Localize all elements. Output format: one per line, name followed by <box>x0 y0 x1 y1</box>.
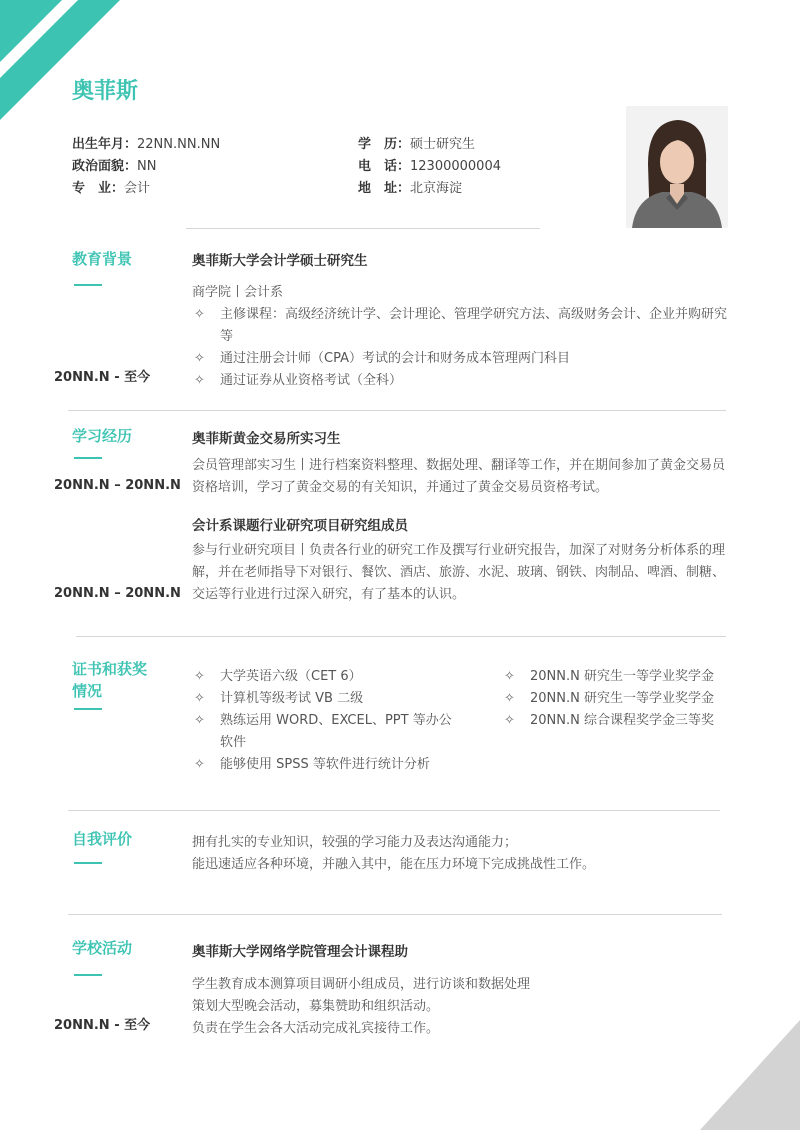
info-label: 地 址： <box>358 181 411 196</box>
education-bullet-list <box>192 304 737 392</box>
divider <box>68 914 722 915</box>
bullet-text: 通过证券从业资格考试（全科） <box>220 373 403 388</box>
education-entry-title: 奥菲斯大学会计学硕士研究生 <box>192 253 368 269</box>
bullet-text: 能够使用 SPSS 等软件进行统计分析 <box>220 757 430 772</box>
section-title-study: 学习经历 <box>72 427 133 445</box>
profile-photo <box>626 106 728 228</box>
activity-line-2: 策划大型晚会活动，募集赞助和组织活动。 <box>192 999 440 1014</box>
divider <box>68 410 726 411</box>
certs-title-line2: 情况 <box>72 682 103 700</box>
section-title-certs <box>72 658 147 702</box>
info-value: 硕士研究生 <box>410 137 476 152</box>
bullet-icon: ✧ <box>194 713 205 728</box>
list-item <box>192 304 737 348</box>
list-item <box>502 688 762 710</box>
activities-date: 20NN.N - 至今 <box>54 1018 151 1033</box>
divider <box>68 810 720 811</box>
resume-name: 奥菲斯 <box>72 79 139 104</box>
info-value: 北京海淀 <box>410 181 463 196</box>
activity-line-1: 学生教育成本测算项目调研小组成员，进行访谈和数据处理 <box>192 977 531 992</box>
section-underline <box>74 862 102 864</box>
info-row-phone <box>358 156 501 178</box>
list-item <box>192 370 737 392</box>
study-entry-title-2: 会计系课题行业研究项目研究组成员 <box>192 518 408 534</box>
bullet-text: 20NN.N 研究生一等学业奖学金 <box>530 691 714 706</box>
bullet-text: 20NN.N 研究生一等学业奖学金 <box>530 669 714 684</box>
info-row-address <box>358 178 501 200</box>
info-value: NN <box>137 159 157 174</box>
divider <box>76 636 726 637</box>
education-date: 20NN.N - 至今 <box>54 370 151 385</box>
info-value: 会计 <box>124 181 151 196</box>
section-underline <box>74 974 102 976</box>
bullet-icon: ✧ <box>194 373 205 388</box>
info-label: 学 历： <box>358 137 411 152</box>
certs-left-list <box>192 666 462 776</box>
divider <box>186 228 540 229</box>
list-item <box>502 666 762 688</box>
list-item <box>192 666 462 688</box>
certs-left-column <box>192 666 462 776</box>
self-line-1: 拥有扎实的专业知识，较强的学习能力及表达沟通能力； <box>192 835 518 850</box>
bullet-text: 通过注册会计师（CPA）考试的会计和财务成本管理两门科目 <box>220 351 570 366</box>
list-item <box>502 710 762 732</box>
study-date-2: 20NN.N – 20NN.N <box>54 586 181 601</box>
bullet-icon: ✧ <box>504 669 515 684</box>
self-evaluation-text <box>192 832 737 876</box>
bullet-text: 计算机等级考试 VB 二级 <box>220 691 364 706</box>
info-label: 出生年月： <box>72 137 138 152</box>
bullet-icon: ✧ <box>504 713 515 728</box>
info-label: 专 业： <box>72 181 125 196</box>
certs-title-line1: 证书和获奖 <box>72 660 148 678</box>
activities-text <box>192 974 737 1040</box>
section-title-education: 教育背景 <box>72 250 133 268</box>
personal-info-left <box>72 134 220 200</box>
bullet-icon: ✧ <box>194 691 205 706</box>
bullet-text: 熟练运用 WORD、EXCEL、PPT 等办公软件 <box>220 713 452 750</box>
education-dept: 商学院丨会计系 <box>192 285 284 300</box>
study-date-1: 20NN.N – 20NN.N <box>54 478 181 493</box>
info-row-major <box>72 178 220 200</box>
personal-info-right <box>358 134 501 200</box>
certs-right-column <box>502 666 762 732</box>
section-underline <box>74 284 102 286</box>
bullet-text: 大学英语六级（CET 6） <box>220 669 362 684</box>
bullet-icon: ✧ <box>194 757 205 772</box>
section-title-self: 自我评价 <box>72 830 133 848</box>
certs-right-list <box>502 666 762 732</box>
list-item <box>192 348 737 370</box>
self-line-2: 能迅速适应各种环境，并融入其中，能在压力环境下完成挑战性工作。 <box>192 857 596 872</box>
bullet-icon: ✧ <box>194 307 205 322</box>
study-entry-text-2: 参与行业研究项目丨负责各行业的研究工作及撰写行业研究报告，加深了对财务分析体系的理解，并在老师指导下对银行、餐饮、酒店、旅游、水泥、玻璃、钢铁、肉制品、啤酒、制糖、交运等行业进行过深入研究，有了基本的认识。 <box>192 543 726 602</box>
info-value: 12300000004 <box>410 159 501 174</box>
bullet-icon: ✧ <box>504 691 515 706</box>
info-row-degree <box>358 134 501 156</box>
bullet-text: 20NN.N 综合课程奖学金三等奖 <box>530 713 714 728</box>
bullet-icon: ✧ <box>194 669 205 684</box>
bullet-text: 主修课程：高级经济统计学、会计理论、管理学研究方法、高级财务会计、企业并购研究等 <box>220 307 728 344</box>
section-title-activities: 学校活动 <box>72 939 133 957</box>
info-row-politics <box>72 156 220 178</box>
info-row-birth <box>72 134 220 156</box>
bullet-icon: ✧ <box>194 351 205 366</box>
study-entry-text-1: 会员管理部实习生丨进行档案资料整理、数据处理、翻译等工作，并在期间参加了黄金交易员资格培训，学习了黄金交易的有关知识，并通过了黄金交易员资格考试。 <box>192 458 726 495</box>
activities-entry-title: 奥菲斯大学网络学院管理会计课程助 <box>192 944 408 960</box>
section-underline <box>74 457 102 459</box>
list-item <box>192 754 462 776</box>
info-label: 电 话： <box>358 159 411 174</box>
education-details <box>192 282 737 392</box>
list-item <box>192 710 462 754</box>
study-entry-title-1: 奥菲斯黄金交易所实习生 <box>192 431 341 447</box>
info-label: 政治面貌： <box>72 159 138 174</box>
activity-line-3: 负责在学生会各大活动完成礼宾接待工作。 <box>192 1021 440 1036</box>
section-underline <box>74 708 102 710</box>
list-item <box>192 688 462 710</box>
info-value: 22NN.NN.NN <box>137 137 221 152</box>
